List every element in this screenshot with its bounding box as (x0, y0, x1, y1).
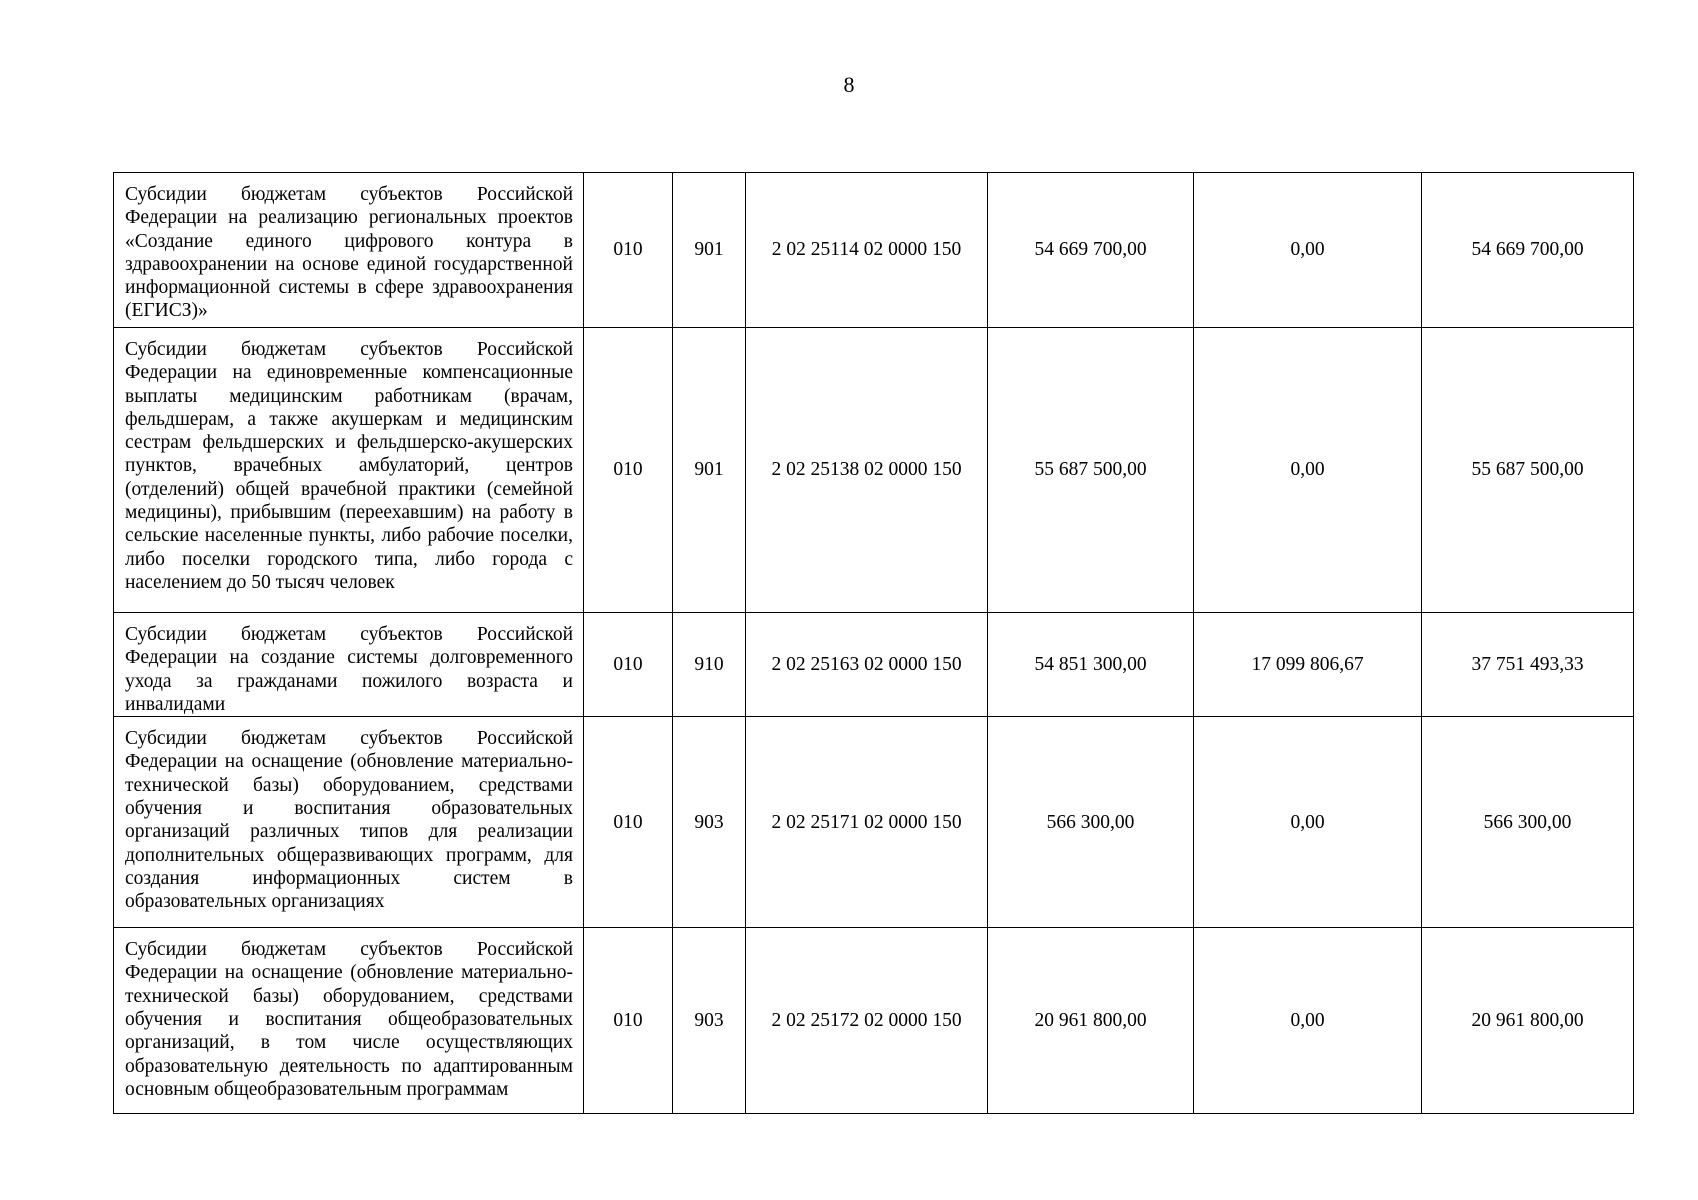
row-amount-2: 0,00 (1194, 173, 1422, 328)
row-amount-1: 54 669 700,00 (988, 173, 1194, 328)
row-amount-1: 54 851 300,00 (988, 613, 1194, 717)
row-amount-2: 0,00 (1194, 928, 1422, 1114)
row-amount-2: 0,00 (1194, 328, 1422, 613)
row-amount-3: 566 300,00 (1422, 717, 1634, 928)
row-code-2: 901 (673, 328, 746, 613)
row-description: Субсидии бюджетам субъектов Российской Федерации на оснащение (обновление материально-технической базы) оборудованием, средствами обучения и воспитания общеобразовательных организаций, в том числе осуществляющих образовательную деятельность по адаптированным основным общеобразовательным программам (114, 928, 584, 1114)
row-code-1: 010 (584, 328, 673, 613)
row-code-1: 010 (584, 173, 673, 328)
row-amount-3: 54 669 700,00 (1422, 173, 1634, 328)
row-amount-3: 20 961 800,00 (1422, 928, 1634, 1114)
row-amount-2: 17 099 806,67 (1194, 613, 1422, 717)
row-description: Субсидии бюджетам субъектов Российской Федерации на реализацию региональных проектов «Создание единого цифрового контура в здравоохранении на основе единой государственной информационной системы в сфере здравоохранения (ЕГИСЗ)» (114, 173, 584, 328)
row-code-1: 010 (584, 717, 673, 928)
row-kbk-code: 2 02 25172 02 0000 150 (746, 928, 988, 1114)
table-row (114, 717, 1634, 928)
row-code-1: 010 (584, 928, 673, 1114)
table-row (114, 328, 1634, 613)
row-description: Субсидии бюджетам субъектов Российской Федерации на оснащение (обновление материально-технической базы) оборудованием, средствами обучения и воспитания образовательных организаций различных типов для реализации дополнительных общеразвивающих программ, для создания информационных систем в образовательных организациях (114, 717, 584, 928)
row-description: Субсидии бюджетам субъектов Российской Федерации на создание системы долговременного ухода за гражданами пожилого возраста и инвалидами (114, 613, 584, 717)
budget-table (113, 172, 1634, 1114)
row-kbk-code: 2 02 25163 02 0000 150 (746, 613, 988, 717)
row-code-2: 910 (673, 613, 746, 717)
row-amount-3: 55 687 500,00 (1422, 328, 1634, 613)
row-kbk-code: 2 02 25171 02 0000 150 (746, 717, 988, 928)
row-code-2: 903 (673, 717, 746, 928)
row-description: Субсидии бюджетам субъектов Российской Федерации на единовременные компенсационные выплаты медицинским работникам (врачам, фельдшерам, а также акушеркам и медицинским сестрам фельдшерских и фельдшерско-акушерских пунктов, врачебных амбулаторий, центров (отделений) общей врачебной практики (семейной медицины), прибывшим (переехавшим) на работу в сельские населенные пункты, либо рабочие поселки, либо поселки городского типа, либо города с населением до 50 тысяч человек (114, 328, 584, 613)
row-amount-1: 566 300,00 (988, 717, 1194, 928)
row-kbk-code: 2 02 25138 02 0000 150 (746, 328, 988, 613)
row-code-1: 010 (584, 613, 673, 717)
row-amount-1: 20 961 800,00 (988, 928, 1194, 1114)
table-row (114, 928, 1634, 1114)
row-code-2: 901 (673, 173, 746, 328)
row-amount-2: 0,00 (1194, 717, 1422, 928)
row-code-2: 903 (673, 928, 746, 1114)
table-row (114, 173, 1634, 328)
page-number: 8 (843, 72, 855, 97)
table-row (114, 613, 1634, 717)
row-amount-1: 55 687 500,00 (988, 328, 1194, 613)
row-amount-3: 37 751 493,33 (1422, 613, 1634, 717)
row-kbk-code: 2 02 25114 02 0000 150 (746, 173, 988, 328)
